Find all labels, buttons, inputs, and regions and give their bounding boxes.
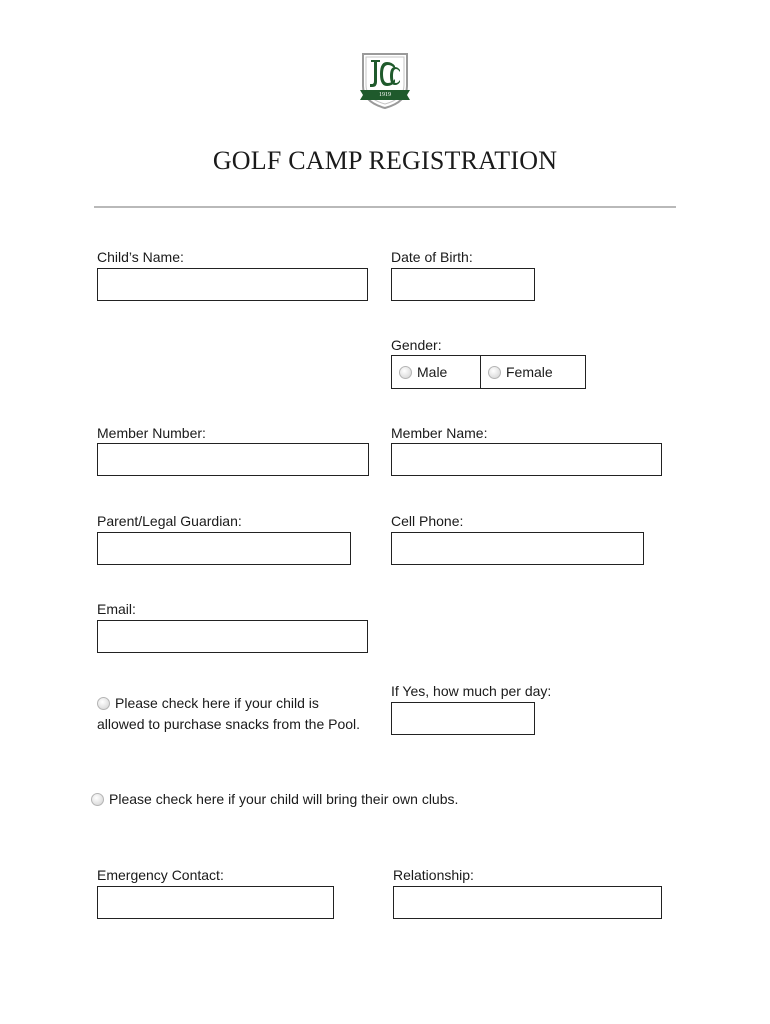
gender-option-male[interactable] [392, 356, 481, 388]
guardian-label: Parent/Legal Guardian: [97, 513, 242, 529]
email-input[interactable] [97, 620, 368, 653]
title-divider [94, 206, 676, 208]
clubs-check-text: Please check here if your child will bring their own clubs. [109, 791, 459, 807]
gender-radio-group [391, 355, 586, 389]
member-name-label: Member Name: [391, 425, 488, 441]
male-radio-icon[interactable] [399, 366, 412, 379]
club-logo [357, 50, 413, 110]
relationship-input[interactable] [393, 886, 662, 919]
snacks-amount-input[interactable] [391, 702, 535, 735]
emergency-contact-input[interactable] [97, 886, 334, 919]
gender-label: Gender: [391, 337, 442, 353]
snacks-check-item [97, 693, 365, 735]
clubs-check-icon[interactable] [91, 793, 104, 806]
child-name-label: Child’s Name: [97, 249, 184, 265]
snacks-check-icon[interactable] [97, 697, 110, 710]
guardian-input[interactable] [97, 532, 351, 565]
page-title: GOLF CAMP REGISTRATION [212, 146, 558, 175]
member-number-input[interactable] [97, 443, 369, 476]
child-name-input[interactable] [97, 268, 368, 301]
crest-icon [357, 50, 413, 110]
cell-phone-input[interactable] [391, 532, 644, 565]
logo-year: 1919 [379, 92, 391, 98]
dob-label: Date of Birth: [391, 249, 473, 265]
snacks-amount-label: If Yes, how much per day: [391, 683, 552, 699]
gender-option-female[interactable] [481, 356, 585, 388]
male-option-label: Male [417, 364, 448, 380]
female-radio-icon[interactable] [488, 366, 501, 379]
cell-phone-label: Cell Phone: [391, 513, 464, 529]
relationship-label: Relationship: [393, 867, 474, 883]
clubs-check-item [91, 789, 458, 810]
emergency-contact-label: Emergency Contact: [97, 867, 224, 883]
member-number-label: Member Number: [97, 425, 206, 441]
snacks-check-text: Please check here if your child is allowed to purchase snacks from the Pool. [97, 695, 361, 732]
member-name-input[interactable] [391, 443, 662, 476]
female-option-label: Female [506, 364, 553, 380]
dob-input[interactable] [391, 268, 535, 301]
email-label: Email: [97, 601, 136, 617]
